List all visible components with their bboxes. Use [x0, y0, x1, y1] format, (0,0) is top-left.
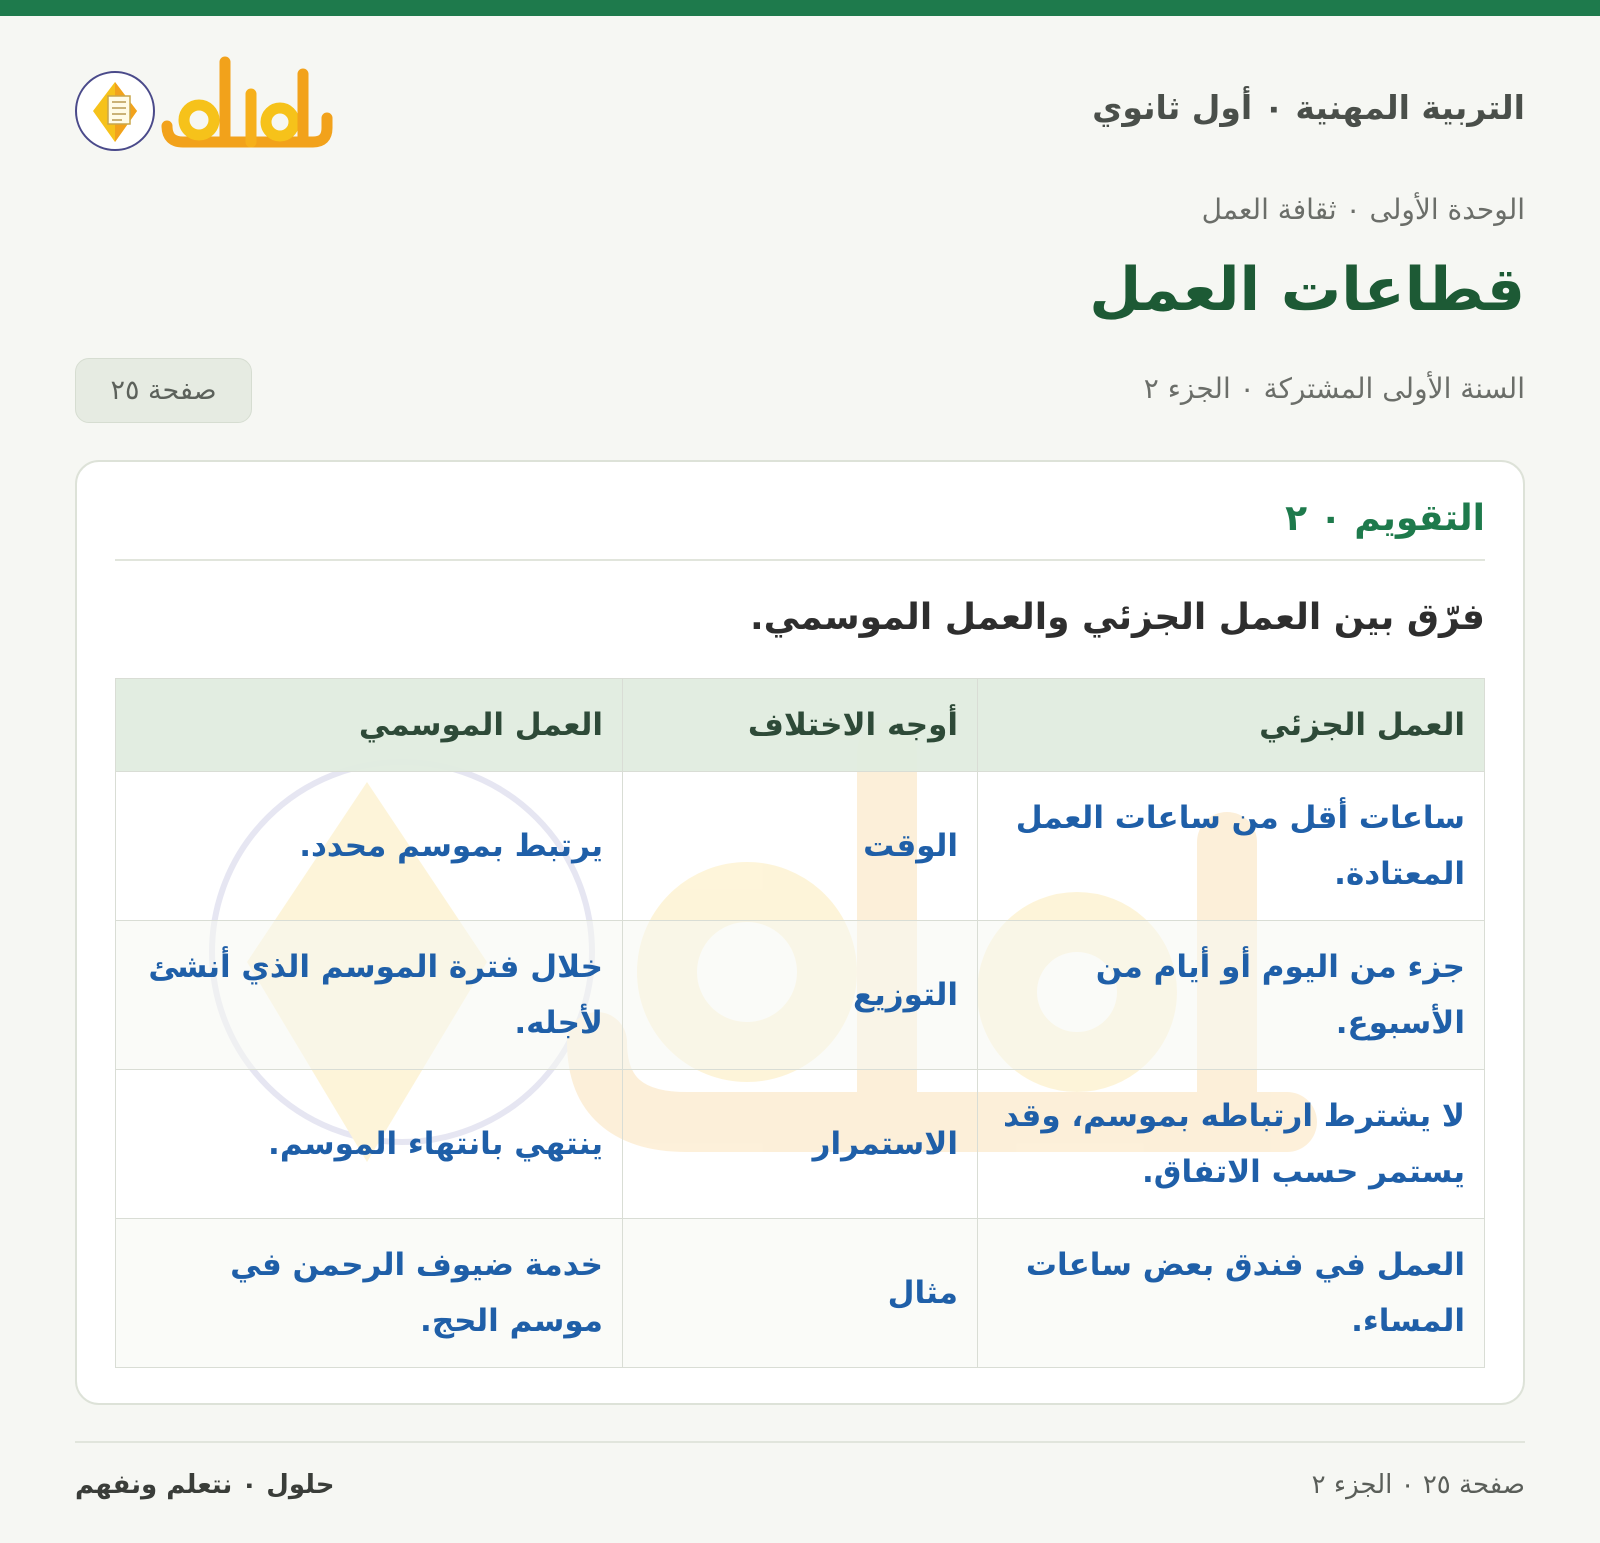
- table-cell: الاستمرار: [623, 1070, 978, 1219]
- lesson-title: قطاعات العمل: [1089, 255, 1525, 325]
- exercise-card: [75, 460, 1525, 1405]
- table-row: [116, 772, 1485, 921]
- table-row: [116, 1070, 1485, 1219]
- table-cell: لا يشترط ارتباطه بموسم، وقد يستمر حسب الاتفاق.: [978, 1070, 1485, 1219]
- table-header-row: [116, 679, 1485, 772]
- book-diamond-icon: [76, 72, 154, 150]
- table-cell: العمل في فندق بعض ساعات المساء.: [978, 1219, 1485, 1368]
- table-cell: جزء من اليوم أو أيام من الأسبوع.: [978, 921, 1485, 1070]
- table-cell: ساعات أقل من ساعات العمل المعتادة.: [978, 772, 1485, 921]
- table-row: [116, 921, 1485, 1070]
- table-cell: خلال فترة الموسم الذي أنشئ لأجله.: [116, 921, 623, 1070]
- unit-breadcrumb: الوحدة الأولى ٠ ثقافة العمل: [1201, 193, 1525, 226]
- footer-divider: [75, 1441, 1525, 1443]
- hulool-logo: [75, 54, 335, 164]
- page-number-badge: صفحة ٢٥: [75, 358, 252, 423]
- footer-tagline: حلول ٠ نتعلم ونفهم: [75, 1470, 335, 1500]
- subject-title: التربية المهنية ٠ أول ثانوي: [1092, 88, 1525, 127]
- question-text: فرّق بين العمل الجزئي والعمل الموسمي.: [749, 597, 1485, 638]
- course-meta: السنة الأولى المشتركة ٠ الجزء ٢: [1143, 372, 1525, 405]
- section-heading: التقويم ٠ ٢: [1285, 498, 1485, 539]
- page-header: [75, 54, 1525, 164]
- table-cell: مثال: [623, 1219, 978, 1368]
- top-accent-bar: [0, 0, 1600, 16]
- table-cell: ينتهي بانتهاء الموسم.: [116, 1070, 623, 1219]
- footer-page-info: صفحة ٢٥ ٠ الجزء ٢: [1311, 1470, 1525, 1500]
- table-row: [116, 1219, 1485, 1368]
- table-cell: الوقت: [623, 772, 978, 921]
- table-cell: التوزيع: [623, 921, 978, 1070]
- column-header-differences: أوجه الاختلاف: [623, 679, 978, 772]
- column-header-seasonal-work: العمل الموسمي: [116, 679, 623, 772]
- section-divider: [115, 559, 1485, 561]
- table-cell: خدمة ضيوف الرحمن في موسم الحج.: [116, 1219, 623, 1368]
- column-header-partial-work: العمل الجزئي: [978, 679, 1485, 772]
- comparison-table: [115, 678, 1485, 1368]
- logo-wordmark: [167, 62, 327, 142]
- table-cell: يرتبط بموسم محدد.: [116, 772, 623, 921]
